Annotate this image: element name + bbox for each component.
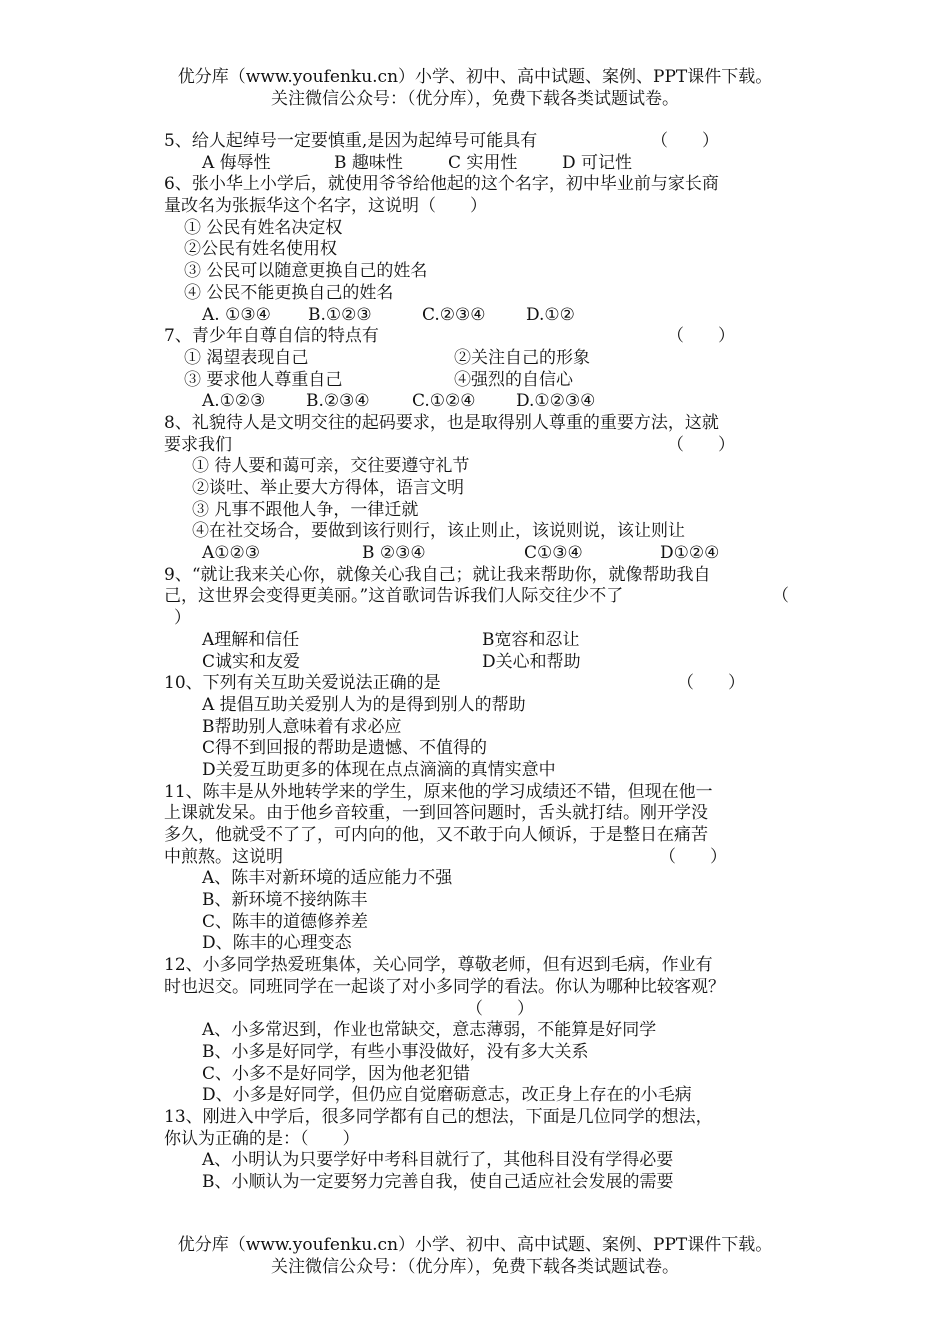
option-a: A理解和信任 [202, 629, 300, 650]
question-stem: 9、“就让我来关心你，就像关心我自己；就让我来帮助你，就像帮助我自 [164, 564, 711, 585]
option-c [164, 912, 794, 934]
question-8-stem-2 [164, 435, 794, 457]
option-d: D 可记性 [562, 152, 633, 173]
option-b [164, 717, 794, 739]
option-c: C 实用性 [448, 152, 518, 173]
question-stem: 己，这世界会变得更美丽。”这首歌词告诉我们人际交往少不了 [164, 586, 624, 607]
footer-line-1: 优分库（www.youfenku.cn）小学、初中、高中试题、案例、PPT课件下载。 [177, 1235, 773, 1255]
statement-4: ④强烈的自信心 [454, 369, 573, 390]
question-stem: 13、刚进入中学后，很多同学都有自己的想法，下面是几位同学的想法， [164, 1106, 713, 1127]
option-text: B帮助别人意味着有求必应 [202, 716, 402, 737]
statement-3 [164, 500, 794, 522]
question-stem: 12、小多同学热爱班集体，关心同学，尊敬老师，但有迟到毛病，作业有 [164, 955, 713, 976]
question-9-stem-2 [164, 586, 794, 608]
question-8-stem-1 [164, 413, 794, 435]
statement-3: ③ 要求他人尊重自己 [184, 369, 343, 390]
option-a: A 侮辱性 [202, 152, 271, 173]
option-text: C、小多不是好同学，因为他老犯错 [202, 1063, 471, 1084]
statement-text: ④ 公民不能更换自己的姓名 [184, 282, 394, 303]
question-stem: 8、礼貌待人是文明交往的起码要求，也是取得别人尊重的重要方法，这就 [164, 412, 719, 433]
answer-bracket: （ ） [667, 434, 735, 455]
option-text: B、小顺认为一定要努力完善自我，使自己适应社会发展的需要 [202, 1172, 674, 1192]
option-b [164, 1042, 794, 1064]
header-line-1: 优分库（www.youfenku.cn）小学、初中、高中试题、案例、PPT课件下载。 [177, 67, 773, 87]
answer-bracket: （ ） [677, 673, 745, 694]
answer-bracket-open: （ [772, 586, 789, 607]
statement-text: ④在社交场合，要做到该行则行，该止则止，该说则说，该让则让 [192, 521, 685, 542]
option-a [164, 695, 794, 717]
answer-bracket: （ ） [466, 998, 534, 1019]
question-stem: 多久，他就受不了了，可内向的他，又不敢于向人倾诉，于是整日在痛苦 [164, 825, 708, 845]
statement-1 [164, 218, 794, 240]
question-5-stem [164, 131, 794, 153]
question-stem: 中煎熬。这说明 [164, 846, 283, 867]
option-text: D关爱互助更多的体现在点点滴滴的真情实意中 [202, 759, 556, 780]
option-text: A、陈丰对新环境的适应能力不强 [202, 868, 453, 889]
question-stem: 你认为正确的是：（ ） [164, 1128, 360, 1149]
option-d: D.①② [526, 304, 575, 325]
statement-3 [164, 261, 794, 283]
question-stem: 5、给人起绰号一定要慎重,是因为起绰号可能具有 [164, 131, 538, 151]
question-stem: 要求我们 [164, 434, 232, 455]
question-12-stem-1 [164, 955, 794, 977]
option-text: C得不到回报的帮助是遗憾、不值得的 [202, 738, 488, 759]
option-c [164, 1064, 794, 1086]
option-a: A. ①③④ [202, 304, 271, 325]
question-stem: 时也迟交。同班同学在一起谈了对小多同学的看法。你认为哪种比较客观？ [164, 976, 725, 997]
statement-text: ②公民有姓名使用权 [184, 239, 337, 260]
option-text: A、小多常迟到，作业也常缺交，意志薄弱，不能算是好同学 [202, 1020, 657, 1041]
option-b: B.①②③ [308, 304, 372, 325]
header-line-2: 关注微信公众号：（优分库），免费下载各类试题试卷。 [271, 89, 679, 109]
statement-4 [164, 283, 794, 305]
question-6-stem-2 [164, 196, 794, 218]
statement-text: ① 待人要和蔼可亲，交往要遵守礼节 [192, 456, 470, 477]
question-11-stem-1 [164, 782, 794, 804]
answer-bracket: （ ） [667, 326, 735, 347]
option-b [164, 1172, 794, 1194]
answer-bracket-close: ） [174, 608, 191, 629]
statement-1 [164, 456, 794, 478]
option-a: A.①②③ [202, 391, 266, 412]
option-text: A 提倡互助关爱别人为的是得到别人的帮助 [202, 694, 526, 715]
question-list [164, 131, 794, 1194]
option-d: D关心和帮助 [482, 651, 581, 672]
question-6-options [164, 305, 794, 327]
option-d [164, 933, 794, 955]
option-text: D、小多是好同学，但仍应自觉磨砺意志，改正身上存在的小毛病 [202, 1085, 692, 1106]
option-d [164, 1085, 794, 1107]
option-c [164, 738, 794, 760]
question-stem: 10、下列有关互助关爱说法正确的是 [164, 673, 441, 694]
statement-text: ②谈吐、举止要大方得体，语言文明 [192, 478, 464, 498]
option-text: C、陈丰的道德修养差 [202, 911, 369, 932]
option-text: A、小明认为只要学好中考科目就行了，其他科目没有学得必要 [202, 1150, 674, 1171]
answer-bracket: （ ） [659, 846, 727, 867]
option-b: B 趣味性 [334, 152, 403, 173]
option-c: C.①②④ [412, 391, 476, 412]
question-stem: 量改名为张振华这个名字，这说明（ ） [164, 196, 487, 217]
page-footer [0, 1234, 950, 1278]
question-10-stem [164, 673, 794, 695]
page-header [0, 66, 950, 110]
question-11-stem-4 [164, 847, 794, 869]
question-5-options [164, 153, 794, 175]
option-b [164, 890, 794, 912]
question-9-stem-1 [164, 565, 794, 587]
statement-2 [164, 239, 794, 261]
question-9-options-row-1 [164, 630, 794, 652]
option-b: B ②③④ [362, 543, 426, 564]
option-a [164, 1150, 794, 1172]
statement-2: ②关注自己的形象 [454, 347, 590, 368]
question-7-options [164, 391, 794, 413]
question-9-bracket-close [164, 608, 794, 630]
question-6-stem-1 [164, 174, 794, 196]
option-text: B、小多是好同学，有些小事没做好，没有多大关系 [202, 1041, 589, 1062]
question-9-options-row-2 [164, 652, 794, 674]
option-a [164, 868, 794, 890]
question-12-bracket [164, 999, 794, 1021]
option-c: C①③④ [524, 543, 583, 564]
question-stem: 上课就发呆。由于他乡音较重，一到回答问题时，舌头就打结。刚开学没 [164, 803, 708, 824]
statement-4 [164, 521, 794, 543]
question-stem: 7、青少年自尊自信的特点有 [164, 326, 379, 347]
option-c: C.②③④ [422, 304, 486, 325]
option-a: A①②③ [202, 543, 260, 564]
statement-row [164, 370, 794, 392]
option-b: B.②③④ [306, 391, 370, 412]
statement-text: ③ 公民可以随意更换自己的姓名 [184, 261, 428, 282]
answer-bracket: （ ） [651, 131, 719, 151]
question-12-stem-2 [164, 977, 794, 999]
option-a [164, 1020, 794, 1042]
question-8-options [164, 543, 794, 565]
option-text: B、新环境不接纳陈丰 [202, 890, 368, 911]
question-stem: 11、陈丰是从外地转学来的学生，原来他的学习成绩还不错，但现在他一 [164, 781, 713, 802]
option-d: D①②④ [660, 543, 720, 564]
question-7-stem [164, 326, 794, 348]
option-b: B宽容和忍让 [482, 629, 580, 650]
statement-row [164, 348, 794, 370]
option-c: C诚实和友爱 [202, 651, 301, 672]
option-text: D、陈丰的心理变态 [202, 933, 352, 954]
statement-1: ① 渴望表现自己 [184, 347, 309, 368]
option-d: D.①②③④ [516, 391, 596, 412]
question-13-stem-1 [164, 1107, 794, 1129]
question-stem: 6、张小华上小学后，就使用爷爷给他起的这个名字，初中毕业前与家长商 [164, 174, 719, 195]
statement-text: ③ 凡事不跟他人争，一律迁就 [192, 499, 419, 520]
question-11-stem-3 [164, 825, 794, 847]
statement-text: ① 公民有姓名决定权 [184, 217, 343, 238]
statement-2 [164, 478, 794, 500]
option-d [164, 760, 794, 782]
question-11-stem-2 [164, 803, 794, 825]
question-13-stem-2 [164, 1129, 794, 1151]
footer-line-2: 关注微信公众号：（优分库），免费下载各类试题试卷。 [271, 1257, 679, 1277]
